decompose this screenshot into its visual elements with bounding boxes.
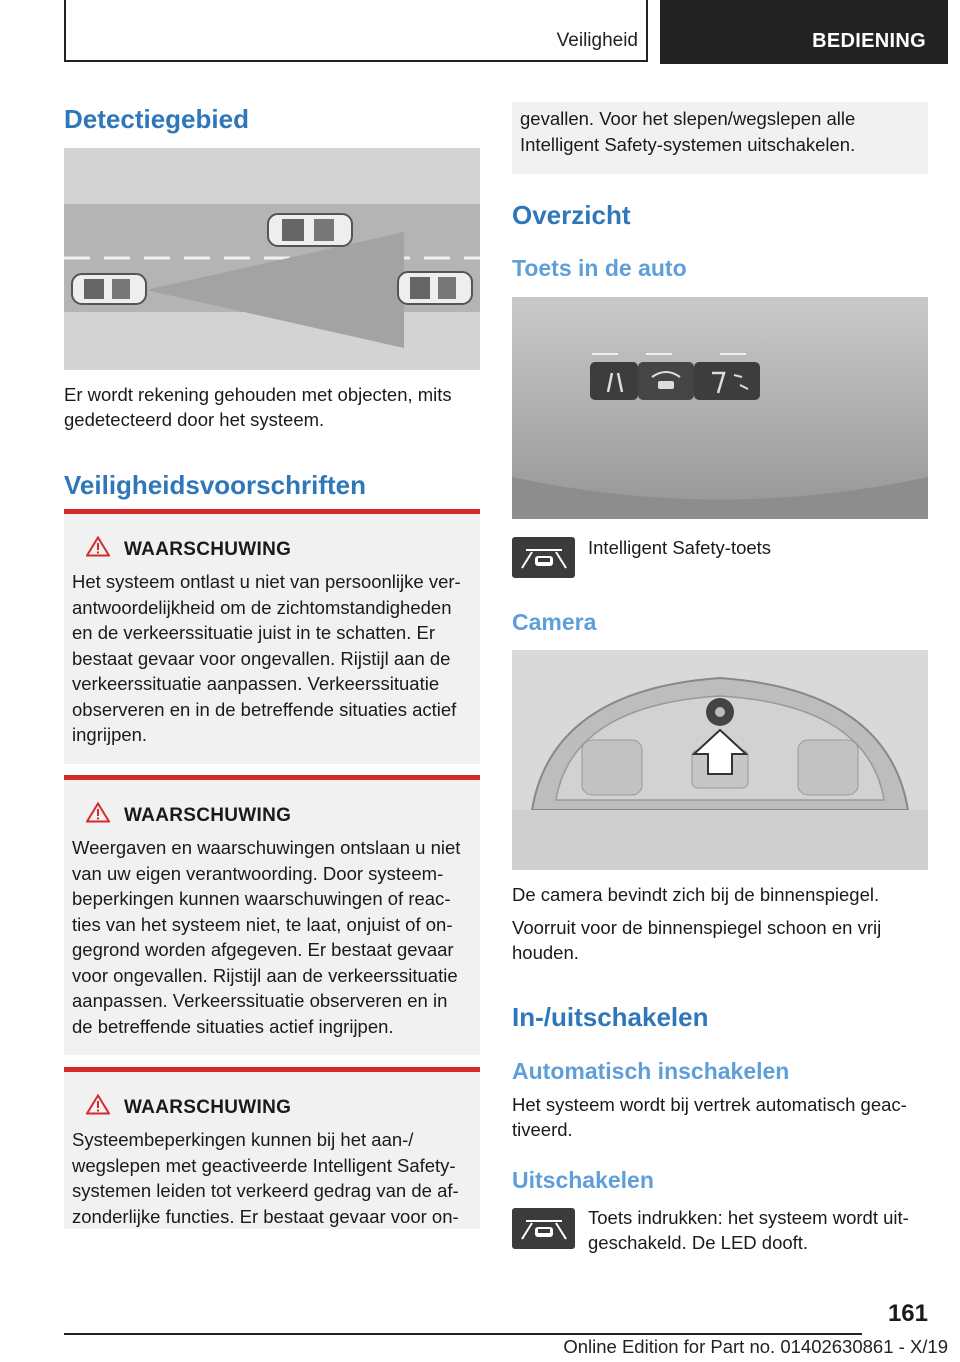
warning-text: Systeembeperkingen kunnen bij het aan-/ wegslepen met geactiveerde Intelligent Safety-systemen leiden tot verkeerd gedrag van de afzonderlijke functies. Er bestaat gevaar voor on- [72,1129,459,1227]
intelligent-safety-icon [512,1208,575,1249]
overview-title: Overzicht [512,200,631,230]
camera-text-location: De camera bevindt zich bij de binnenspiegel. [512,884,880,905]
warning-label: WAARSCHUWING [124,804,292,826]
switch-off-text: Toets indrukken: het systeem wordt uitgeschakeld. De LED dooft. [588,1207,909,1253]
header-chapter-tab [660,0,948,64]
warning-heading [86,536,472,563]
warning-text: Weergaven en waarschuwingen ontslaan u niet van uw eigen verantwoording. Door systeembeperkingen kunnen waarschuwingen of reacties van het systeem niet, te laat, onjuist of ongegrond worden afgegeven. Er bestaat gevaar voor ongevallen. Rijstijl aan de verkeerssituatie aanpassen. Verkeerssituatie observeren en in de betreffende situaties actief ingrijpen. [72,837,461,1037]
warning-triangle-icon [86,536,110,563]
warning-text: Het systeem ontlast u niet van persoonlijke verantwoordelijkheid om de zichtomstandigheden en de verkeerssituatie juist in te schatten. Er bestaat gevaar voor ongevallen. Rijstijl aan de verkeerssituatie aanpassen. Verkeerssituatie observeren en in de betreffende situaties actief ingrijpen. [72,571,461,745]
button-section-title: Toets in de auto [512,255,687,281]
detection-area-illustration [64,148,480,370]
safety-title: Veiligheidsvoorschriften [64,470,366,500]
detection-title: Detectiegebied [64,104,249,134]
warning-label: WAARSCHUWING [124,538,292,560]
onoff-title: In-/uitschakelen [512,1002,709,1032]
footer-rule [64,1333,862,1335]
switch-off-title: Uitschakelen [512,1167,654,1193]
warning-box [64,775,480,1055]
warning-triangle-icon [86,1094,110,1121]
detection-caption: Er wordt rekening gehouden met objecten, mits gedetecteerd door het systeem. [64,384,452,430]
warning-triangle-icon [86,802,110,829]
auto-on-title: Automatisch inschakelen [512,1058,790,1084]
camera-text-clean: Voorruit voor de binnenspiegel schoon en vrij houden. [512,917,882,963]
camera-location-photo [512,650,928,870]
page-number: 161 [887,1300,928,1327]
header-chapter-label: BEDIENING [812,30,926,52]
auto-on-text: Het systeem wordt bij vertrek automatisch geactiveerd. [512,1094,907,1140]
camera-title: Camera [512,609,597,635]
intelligent-safety-icon [512,537,575,578]
warning-heading [86,802,472,829]
button-panel-photo [512,297,928,519]
warning-continuation: gevallen. Voor het slepen/wegslepen alle Intelligent Safety-systemen uitschakelen. [512,102,928,174]
header-section: Veiligheid [556,30,638,51]
warning-box [64,509,480,764]
footer-edition: Online Edition for Part no. 01402630861 - X/19 [563,1336,948,1357]
warning-label: WAARSCHUWING [124,1096,292,1118]
warning-heading [86,1094,472,1121]
button-caption: Intelligent Safety-toets [588,537,772,558]
warning-box [64,1067,480,1229]
